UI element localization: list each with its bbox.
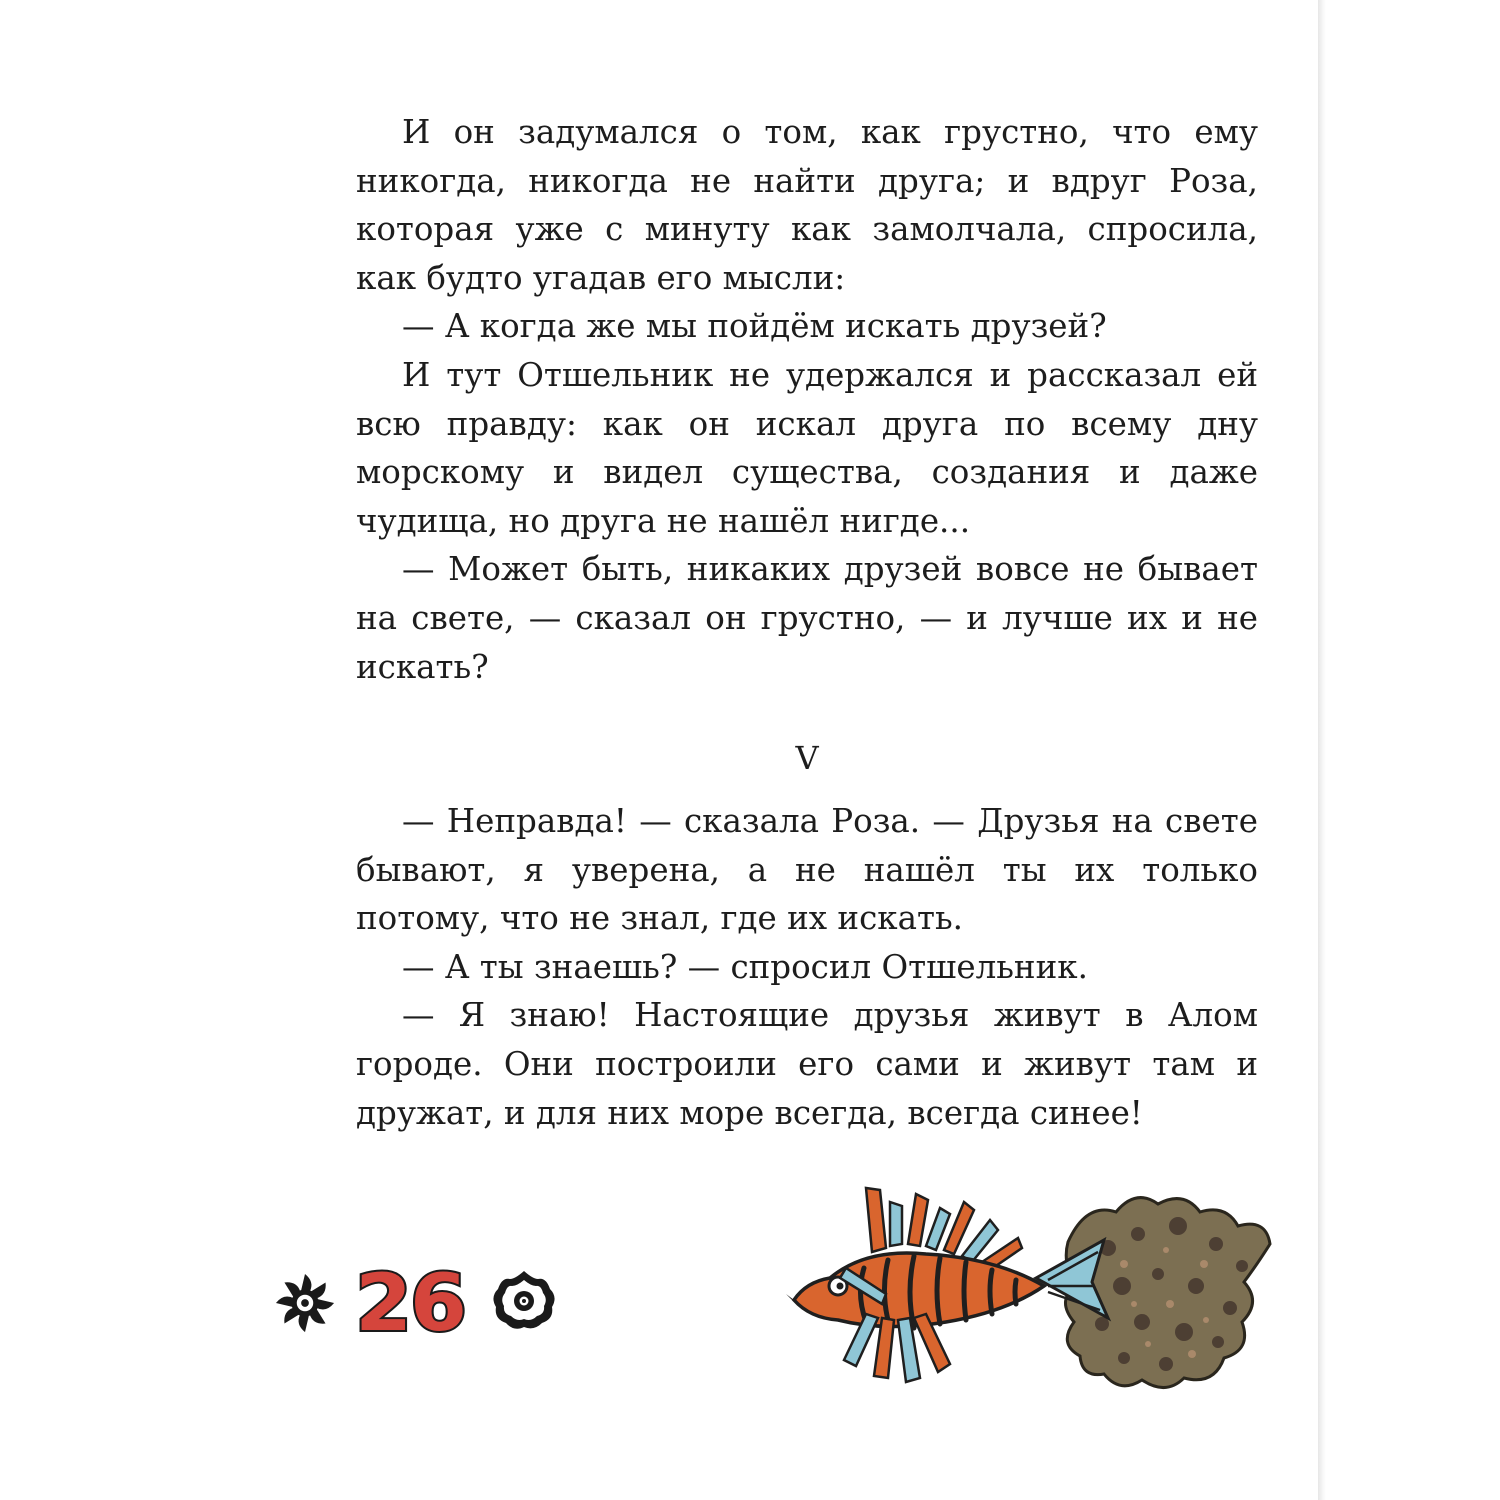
paragraph: И тут Отшельник не удержался и рассказал ей всю правду: как он искал друга по всему дну морскому и видел существа, создания и даже чудища, но друга не нашёл нигде... — [356, 355, 1258, 540]
page-number-group — [270, 1259, 570, 1352]
flower-ornament-icon — [488, 1268, 560, 1334]
paragraph: — Я знаю! Настоящие друзья живут в Алом городе. Они построили его сами и живут там и дружат, и для них море всегда, всегда синее! — [356, 996, 1258, 1132]
lionfish-illustration — [786, 1182, 1278, 1404]
text-block-top — [356, 108, 1258, 691]
paragraph: — Неправда! — сказала Роза. — Друзья на свете бывают, я уверена, а не нашёл ты их только потому, что не знал, где их искать. — [356, 802, 1258, 938]
text-block-bottom — [356, 797, 1258, 1137]
chapter-heading: V — [795, 739, 819, 777]
paragraph: — А ты знаешь? — спросил Отшельник. — [402, 947, 1088, 986]
paragraph: И он задумался о том, как грустно, что ему никогда, никогда не найти друга; и вдруг Роза, которая уже с минуту как замолчала, спросила, как будто угадав его мысли: — [356, 113, 1258, 297]
page-number: 26 — [355, 1259, 465, 1349]
page-edge — [1318, 0, 1326, 1500]
paragraph: — Может быть, никаких друзей вовсе не бывает на свете, — сказал он грустно, — и лучше их и не искать? — [356, 550, 1258, 686]
sun-swirl-icon — [274, 1272, 336, 1334]
paragraph: — А когда же мы пойдём искать друзей? — [402, 307, 1107, 346]
